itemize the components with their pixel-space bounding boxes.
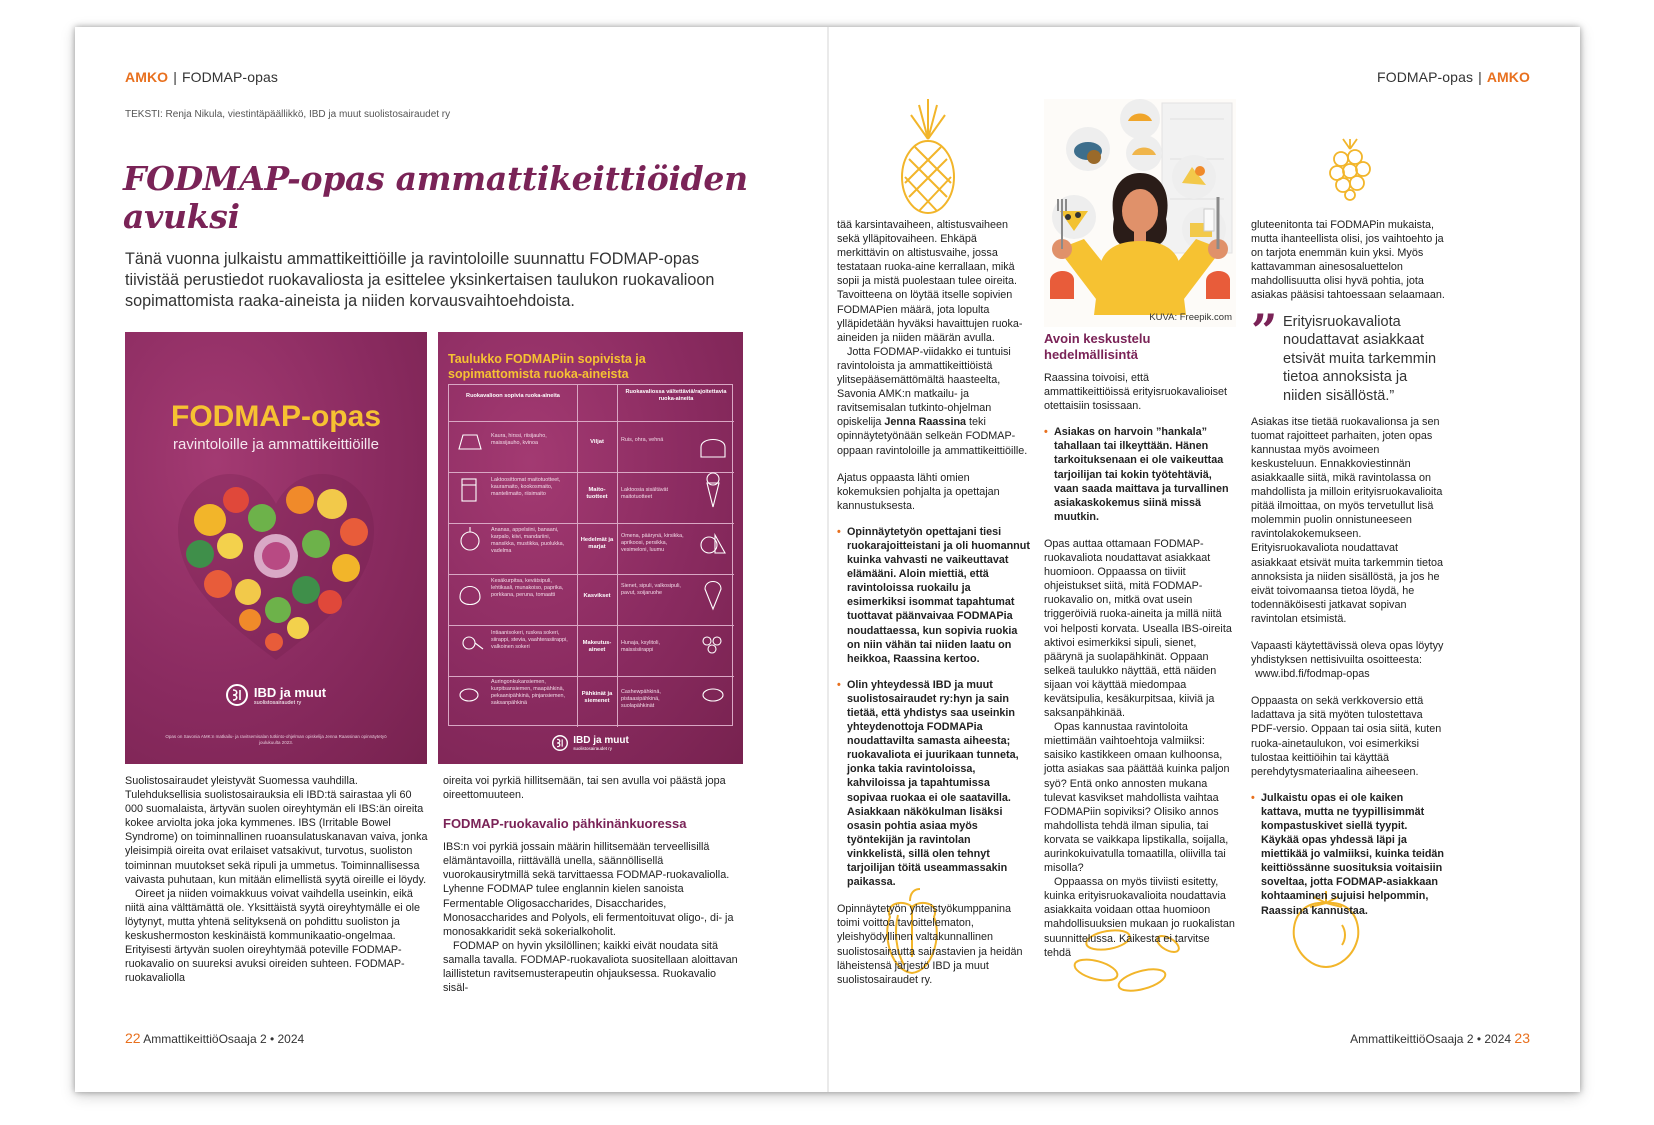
table-row: Kesäkurpitsa, kevätsipuli, lehtikaali, munakoiso, paprika, porkkana, peruna, tomaatti <box>491 578 564 598</box>
photo-caption: KUVA: Freepik.com <box>1149 312 1232 323</box>
table-row: Ananas, appelsiini, banaani, karpalo, kiivi, mandariini, mansikka, mustikka, puolukka, vadelma <box>491 527 565 554</box>
person-name: Jenna Raassina <box>884 416 967 429</box>
left-column-1: Suolistosairaudet yleistyvät Suomessa vauhdilla. Tulehduksellisia suolistosairauksia eli IBD:tä sairastaa yli 60 000 suomalaista, ärtyvän suolen oireyhtymän eli IBS:än oireita kokee arviolta joka joka kymmenes. IBS (Irritable Bowel Syndrome) on toiminnallinen ruoansulatuskanavan vaiva, jonka yleisimpiä oireita ovat erilaiset vatsakivut, turvotus, suoliston toiminnan muutokset sekä ripuli ja ummetus. Toiminnallisessa vaivasta puhutaan, kun mitään elimellistä syytä oireille ei löydy. Oireet ja niiden voimakkuus voivat vaihdella useinkin, eikä niitä aina välttämättä ole. Yksittäistä syytä oireyhtymälle ei ole löytynyt, mutta yhtenä selityksenä on pohdittu suoliston ja keskushermoston keskinäistä kommunikaatio-ongelmaa. Erityisesti ärtyvän suolen oireyhtymää poteville FODMAP-ruokavalio on suureksi avuksi oireiden suhteen. FODMAP-ruokavaliolla <box>125 775 428 985</box>
raspberry-icon <box>1325 137 1375 201</box>
table-row: Intiaanisokeri, ruskea sokeri, siirappi, stevia, vaahterasiirappi, valkoinen sokeri <box>491 630 568 650</box>
header-brand: AMKO <box>125 69 169 85</box>
cover-title: FODMAP-opas <box>171 400 381 433</box>
cover-subtitle: ravintoloille ja ammattikeittiöille <box>173 436 379 453</box>
quote-mark-icon: ” <box>1251 303 1278 358</box>
right-column-3: gluteenitonta tai FODMAPin mukaista, mutta ihanteellista olisi, jos vaihtoehto ja on tarjota enemmän kuin yksi. Myös kattavamman ainesosaluettelon mahdollisuutta olisi hyvä pohtia, jota asiakas pääsisi tahtoessaan selaamaan. ” Erityisruokavaliota noudattavat asiakkaat etsivät muita tarkemmin tietoa annoksista ja niiden sisällöstä.” Asiakas itse tietää ruokavalionsa ja sen tuomat rajoitteet parhaiten, joten opas kannustaa myös avoimeen keskusteluun. Ennakkoviestinnän asiakkaalle siitä, mikä ravintolassa on mahdollista ja milloin erityisruokavalioita pitää ilmoittaa, on myös tervetullut lisä molemmin puolin onnistuneeseen ravintolakokemukseen. Erityisruokavaliota noudattavat asiakkaat etsivät muita tarkemmin tietoa annoksista ja niiden sisällöstä, ja jos he eivät toivomaansa tietoa löydä, he todennäköisesti jatkavat sopivan ravintolan etsimistä. Vapaasti käytettävissä oleva opas löytyy yhdistyksen nettisivuilta osoitteesta: www.ibd.fi/fodmap-opas Oppaasta on sekä verkkoversio että ladattava ja sitä myöten tulostettava PDF-versio. Oppaan tai osia siitä, kuten ruoka-ainetaulukon, voi esimerkiksi tulostaa keittiöihin tai käyttää perehdytysmateriaalina aiheeseen. • Julkaistu opas ei ole kaiken kattava, mutta ne tyypillisimmät kompastuskivet siellä tyypit. Käykää opas yhdessä läpi ja miettikää jo valmiiksi, kuinka teidän keittiössänne suosituksia voitaisiin soveltaa, jotta FODMAP-asiakkaan kohtaaminen sujuisi helpommin, Raassina kannustaa. <box>1251 218 1446 918</box>
guide-url-link[interactable]: www.ibd.fi/fodmap-opas <box>1255 668 1370 681</box>
table-row: Laktoosittomat maitotuotteet, kauramaito, kookosmaito, mantelimaito, riisimaito <box>491 477 561 497</box>
quote-bullet-3: • Asiakas on harvoin ”hankala” tahallaan tai ilkeyttään. Hänen tarkoituksenaan ei ole vaikeuttaa tarjoilijan tai kokin työtehtäviä, vaan saada maittava ja turvallinen asiakaskokemus siinä missä muutkin. <box>1044 425 1237 524</box>
pull-quote: ” Erityisruokavaliota noudattavat asiakkaat etsivät muita tarkemmin tietoa annoksista ja niiden sisällöstä.” <box>1251 303 1437 404</box>
right-column-1: tää karsintavaiheen, altistusvaiheen sekä ylläpitovaiheen. Ehkäpä merkittävin on altistusvaihe, jossa testataan ruoka-aine kerrallaan, mikä sopii ja mistä puolestaan tulee oireita. Tavoitteena on löytää itselle sopivien FODMAPien määrä, jota lopulta ylläpidetään hyväksi havaittujen ruoka-aineiden ja niiden määrän avulla. Jotta FODMAP-viidakko ei tuntuisi ravintoloista ja ammattikeittiöistä ylitsepääsemättömältä haasteelta, Savonia AMK:n matkailu- ja ravitsemisalan tutkinto-ohjelman opiskelija Jenna Raassina teki opinnäytetyönään selkeän FODMAP-oppaan ravintoloille ja ammattikeittiöille. Ajatus oppaasta lähti omien kokemuksien pohjalta ja opettajan kannustuksesta. • Opinnäytetyön opettajani tiesi ruokarajoitteistani ja oli huomannut kuinka vahvasti ne vaikeuttavat elämääni. Aloin miettiä, että ravintoloissa ruokailu ja esimerkiksi isommat tapahtumat tuottavat päänvaivaa FODMAPia noudattaessa, kun sopivia ruokia on niin vähän tai niiden laatu on heikkoa, Raassina kertoo. • Olin yhteydessä IBD ja muut suolistosairaudet ry:hyn ja sain tietää, että yhdistys saa useinkin yhteydenottoja FODMAPia noudattavilta samasta aiheesta; ruokavaliota ei juurikaan tunneta, jonka takia ravintoloissa, kahviloissa ja tapahtumissa sopivaa ruokaa ei ole saatavilla. Asiakkaan näkökulman lisäksi osasin pohtia asiaa myös työntekijän ja ravintolan vinkkelistä, sillä olen tehnyt tarjoilijan töitä useammassakin paikassa. Opinnäytetyön yhteistyökumppanina toimi voittoa tavoittelematon, yleishyödyllinen valtakunnallinen suolistosairautta sairastavien ja heidän läheistensä järjestö IBD ja muut suolistosairaudet ry. <box>837 218 1030 987</box>
spine-fold <box>827 27 829 1092</box>
page-number-left: 22 <box>125 1030 141 1046</box>
magazine-spread <box>75 27 1580 1092</box>
lead-paragraph: Tänä vuonna julkaistu ammattikeittiöille ja ravintoloille suunnattu FODMAP-opas tiivistää perustiedot ruokavaliosta ja esittelee yksinkertaisen taulukon ruokavalioon sopimattomista raaka-aineista ja niiden korvausvaihtoehdoista. <box>125 250 715 310</box>
table-header-suitable: Ruokavalioon sopivia ruoka-aineita <box>466 393 560 399</box>
table-title: Taulukko FODMAPiin sopivista ja sopimattomista ruoka-aineista <box>448 352 646 381</box>
cover-logo: IBD ja muut suolistosairaudet ry <box>125 684 427 706</box>
table-logo: IBD ja muut suolistosairaudet ry <box>438 735 743 751</box>
left-column-2: oireita voi pyrkiä hillitsemään, tai sen avulla voi päästä jopa oireettomuuteen. FODMAP-ruokavalio pähkinänkuoressa IBS:n voi pyrkiä jossain määrin hillitsemään terveellisillä elämäntavoilla, riittävällä unella, säännöllisellä vuorokausirytmillä sekä tarvittaessa FODMAP-ruokavaliolla. Lyhenne FODMAP tulee englannin kielen sanoista Fermentable Oligosaccharides, Disaccharides, Monosaccharides and Polyols, eli fermentoituvat oligo-, di- ja monosakkaridit sekä sokerialkoholit. FODMAP on hyvin yksilöllinen; kaikki eivät noudata sitä samalla tavalla. FODMAP-ruokavaliota suositellaan aloittavan laillistetun ravitsemusterapeutin ohjauksessa. Ruokavalio sisäl- <box>443 774 743 995</box>
quote-bullet-2: • Olin yhteydessä IBD ja muut suolistosairaudet ry:hyn ja sain tietää, että yhdistys saa useinkin yhteydenottoja FODMAPia noudattavilta samasta aiheesta; ruokavaliota ei juurikaan tunneta, jonka takia ravintoloissa, kahviloissa ja tapahtumissa sopivaa ruokaa ei ole saatavilla. Asiakkaan näkökulman lisäksi osasin pohtia asiaa myös työntekijän ja ravintolan vinkkelistä, sillä olen tehnyt tarjoilijan töitä useammassakin paikassa. <box>837 678 1030 889</box>
heart-of-vegetables-icon <box>170 460 382 670</box>
pineapple-icon <box>897 97 959 217</box>
header-brand-right: AMKO <box>1486 69 1530 85</box>
table-food-icons-right <box>697 429 729 719</box>
article-title: FODMAP-opas ammattikeittiöiden avuksi <box>123 159 748 236</box>
woman-with-food-plates-icon <box>1044 99 1236 315</box>
ibd-logo-small-icon <box>552 735 568 751</box>
section-heading-open-discussion: Avoin keskustelu hedelmällisintä <box>1044 331 1151 362</box>
table-row: Auringonkukansiemen, kurpitsansiemen, maapähkinä, pekaanipähkinä, pinjansiemen, saksanpähkinä <box>491 679 566 706</box>
illustration-woman-foods <box>1044 99 1236 327</box>
section-heading-nutshell: FODMAP-ruokavalio pähkinänkuoressa <box>443 816 687 832</box>
header-section-right: FODMAP-opas <box>1377 69 1474 85</box>
right-header: FODMAP-opas | AMKO <box>1377 69 1530 85</box>
food-table: Ruokavalioon sopivia ruoka-aineita Ruokavaliossa vältettäviä/rajoitettavia ruoka-aineita Kaura, hirssi, riisijauho, maissijauho, kvinoa Viljat Ruis, ohra, vehnä Laktoosittomat maitotuotteet, kauramaito, kookosmaito, mantelimaito, riisimaito Maito-tuotteet Laktoosia sisältävät maitotuotteet Ananas, appelsiini, banaani, karpalo, kiivi, mandariini, mansikka, mustikka, puolukka, vadelma Hedelmät ja marjat Omena, päärynä, kirsikka, aprikoosi, persikka, vesimeloni, luumu Kesäkurpitsa, kevätsipuli, lehtikaali, munakoiso, paprika, porkkana, peruna, tomaatti Kasvikset Sienet, sipuli, valkosipuli, pavut, soijaruohe Intiaanisokeri, ruskea sokeri, siirappi, stevia, vaahterasiirappi, valkoinen sokeri Makeutus-aineet Hunaja, ksylitoli, maissisiirappi Auringonkukansiemen, kurpitsansiemen, maapähkinä, pekaanipähkinä, pinjansiemen, saksanpähkinä Pähkinät ja siemenet Cashewpähkinä, pistaasipähkinä, suolapähkinät <box>448 384 733 726</box>
page-number-right: 23 <box>1514 1030 1530 1046</box>
right-footer: AmmattikeittiöOsaaja 2 • 2024 23 <box>1350 1030 1530 1046</box>
left-footer: 22 AmmattikeittiöOsaaja 2 • 2024 <box>125 1030 305 1046</box>
author-credit: TEKSTI: Renja Nikula, viestintäpäällikkö, IBD ja muut suolistosairaudet ry <box>125 109 451 120</box>
ibd-logo-icon <box>226 684 248 706</box>
quote-bullet-1: • Opinnäytetyön opettajani tiesi ruokarajoitteistani ja oli huomannut kuinka vahvasti ne vaikeuttavat elämääni. Aloin miettiä, että ravintoloissa ruokailu ja esimerkiksi isommat tapahtumat tuottavat päänvaivaa FODMAPia noudattaessa, kun sopivia ruokia on niin vähän tai niiden laatu on heikkoa, Raassina kertoo. <box>837 525 1030 666</box>
table-row: Kaura, hirssi, riisijauho, maissijauho, kvinoa <box>491 433 547 446</box>
header-section: FODMAP-opas <box>181 69 278 85</box>
left-header: AMKO | FODMAP-opas <box>125 69 278 85</box>
booklet-table-image <box>438 332 743 764</box>
cover-note: Opas on Savonia AMK:n matkailu- ja ravitsemisalan tutkinto-ohjelman opiskelija Jenna Raassinan opinnäytetyö joulukuulta 2023. <box>165 734 387 745</box>
booklet-cover-image <box>125 332 427 764</box>
table-food-icons-left <box>455 429 485 719</box>
quote-bullet-4: • Julkaistu opas ei ole kaiken kattava, mutta ne tyypillisimmät kompastuskivet siellä tyypit. Käykää opas yhdessä läpi ja miettikää jo valmiiksi, kuinka teidän keittiössänne suosituksia voitaisiin soveltaa, jotta FODMAP-asiakkaan kohtaaminen sujuisi helpommin, Raassina kannustaa. <box>1251 791 1446 918</box>
right-column-2: Avoin keskustelu hedelmällisintä Raassina toivoisi, että ammattikeittiöissä erityisruokavalioiset otettaisiin tosissaan. • Asiakas on harvoin ”hankala” tahallaan tai ilkeyttään. Hänen tarkoituksenaan ei ole vaikeuttaa tarjoilijan tai kokin työtehtäviä, vaan saada maittava ja turvallinen asiakaskokemus siinä missä muutkin. Opas auttaa ottamaan FODMAP-ruokavaliota noudattavat asiakkaat huomioon. Oppaassa on tiiviit ohjeistukset siitä, mitä FODMAP-ruokavalio on, mitkä ovat usein triggeröiviä ruoka-aineita ja millä niitä voi helposti korvata. Usealla IBS-oireita aktivoi esimerkiksi sipuli, sienet, päärynä ja suolapähkinät. Oppaan selkeä taulukko näyttää, että näiden sijaan voi käyttää miedompaa kevätsipulia, kesäkurpitsaa, kiiviä ja saksanpähkinää. Opas kannustaa ravintoloita miettimään vaihtoehtoja valmiiksi: saisiko kastikkeen omaan kulhoonsa, jotta asiakas saa päättää kuinka paljon syö? Entä onko annosten mukana tulevat kasvikset mahdollista vaihtaa FODMAPiin sopiviksi? Olisiko annos mahdollista tehdä ilman sipulia, tai korvata se vaikkapa lipstikalla, soijalla, aurinkokuivatulla tomaatilla, oliivilla tai misolla? Oppaassa on myös tiiviisti esitetty, kuinka erityisruokavalioita noudattavia asiakkaita voidaan ottaa huomioon mahdollisuuksien mukaan jo ruokalistan suunnittelussa. Kaikesta ei tarvitse tehdä <box>1044 331 1237 960</box>
table-header-limited: Ruokavaliossa vältettäviä/rajoitettavia ruoka-aineita <box>625 389 727 402</box>
